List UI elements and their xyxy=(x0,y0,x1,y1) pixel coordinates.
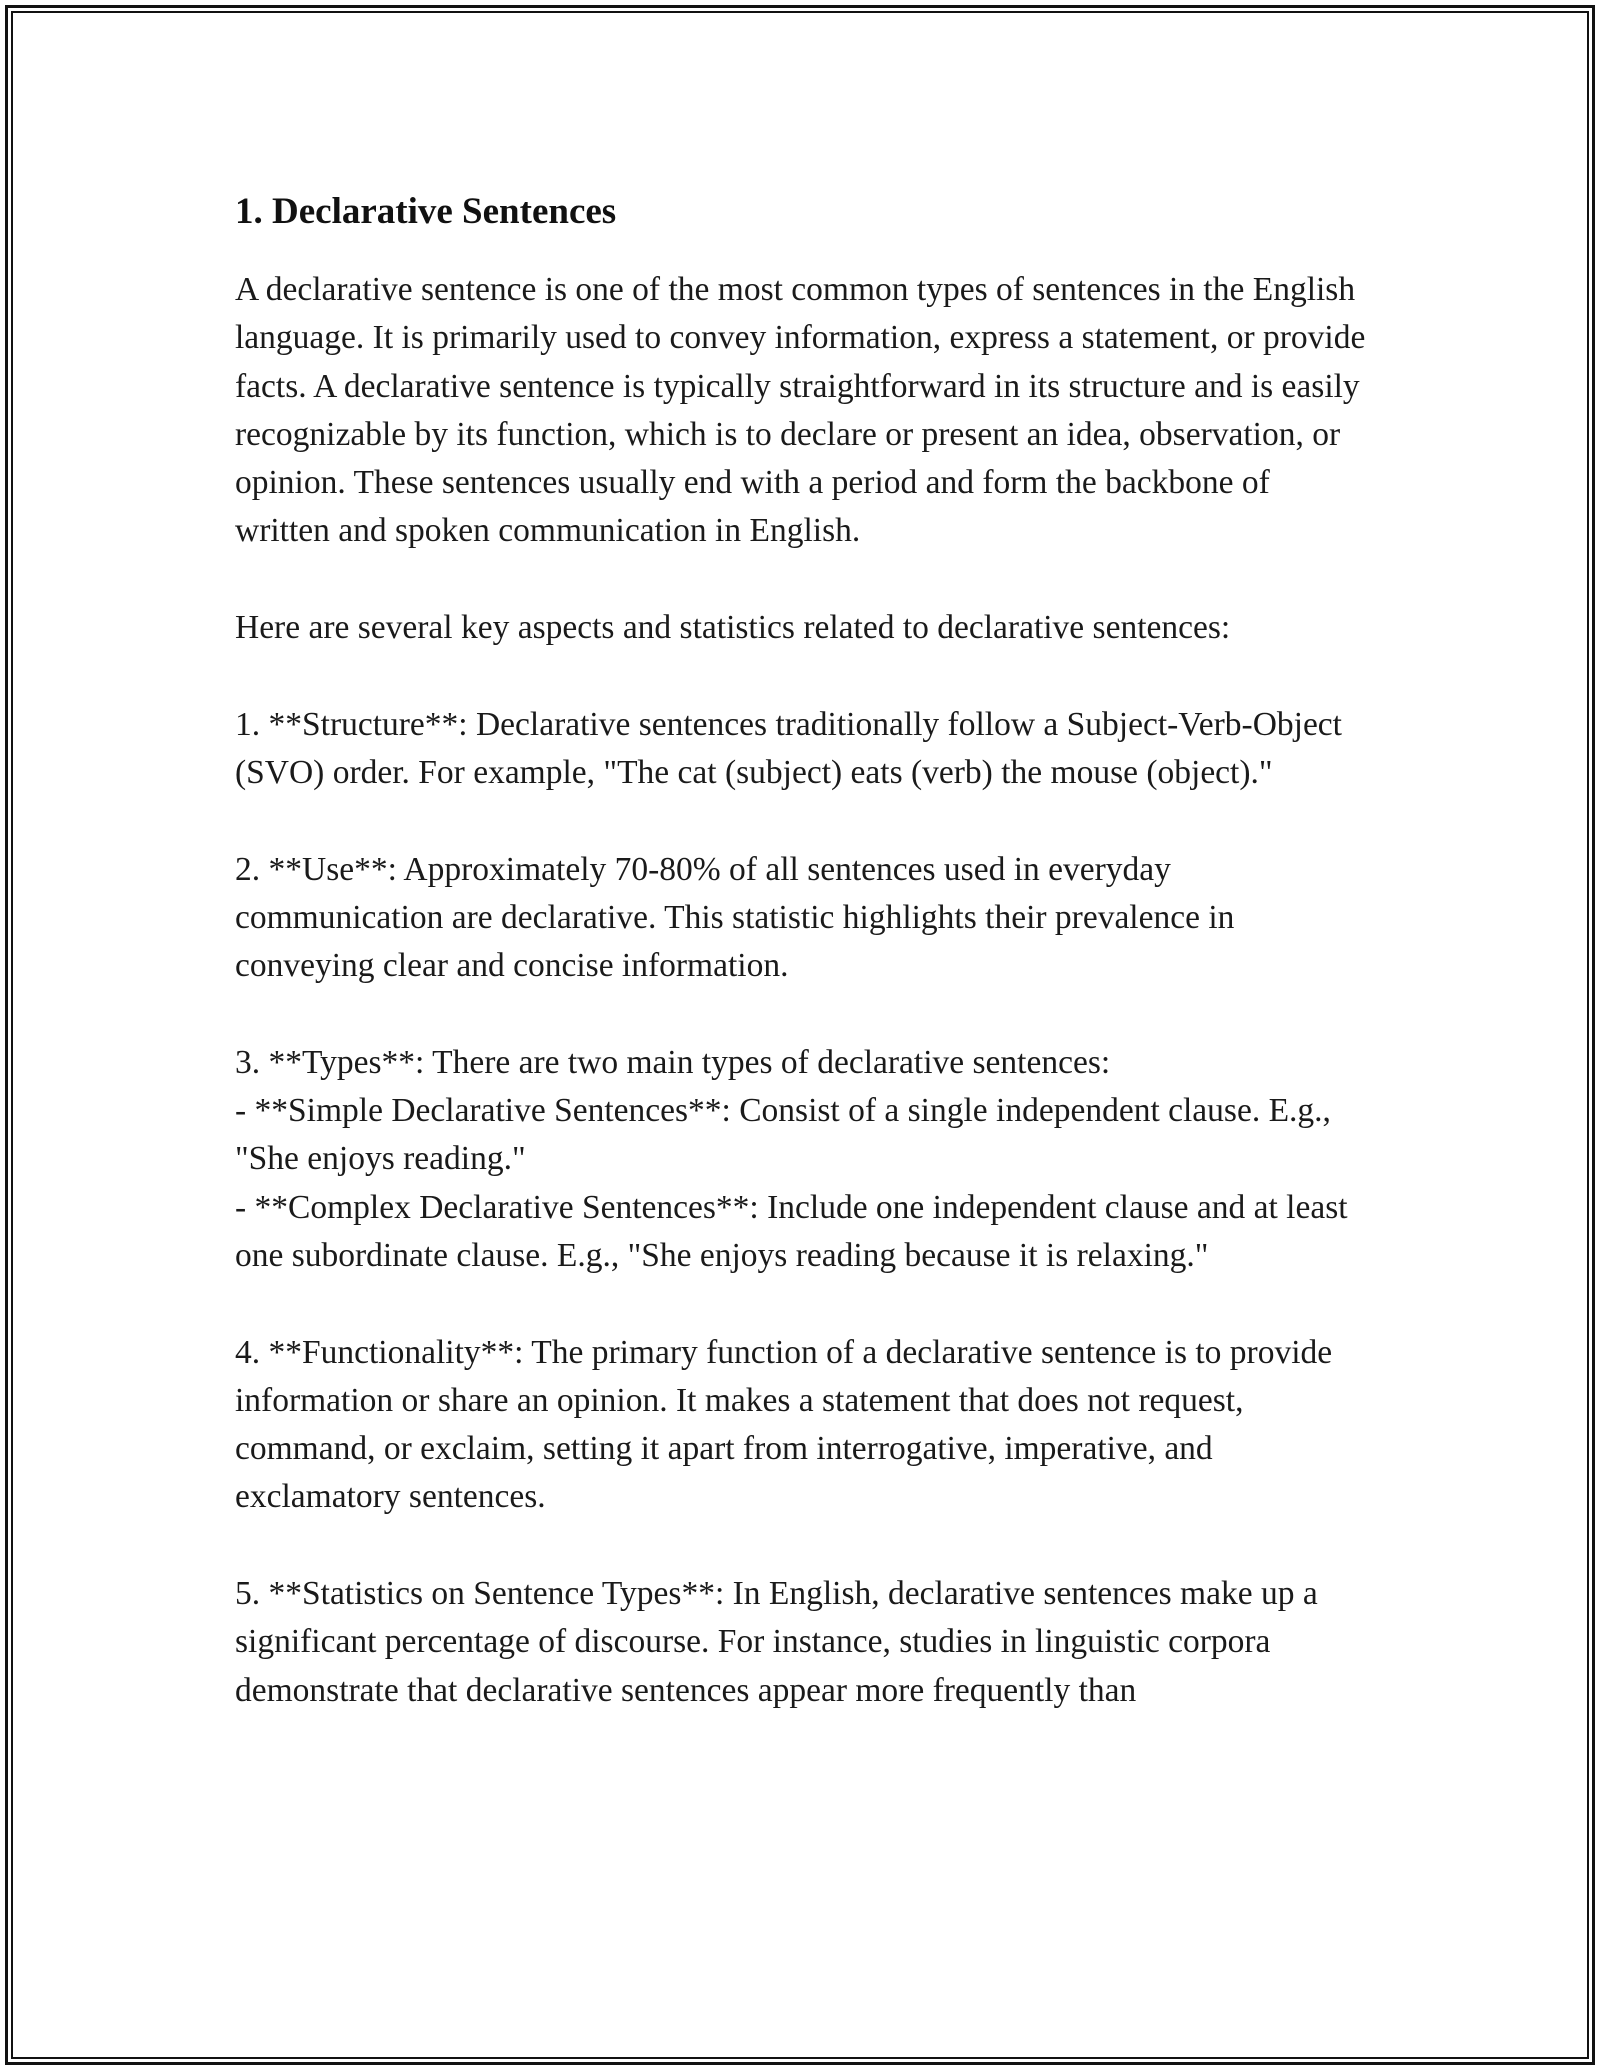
intro-paragraph: A declarative sentence is one of the most common types of sentences in the English language. It is primarily used to convey information, express a statement, or provide facts. A declarative sentence is typically straightforward in its structure and is easily recognizable by its function, which is to declare or present an idea, observation, or opinion. These sentences usually end with a period and form the backbone of written and spoken communication in English. xyxy=(235,271,1366,550)
functionality-paragraph: 4. **Functionality**: The primary function of a declarative sentence is to provide information or share an opinion. It makes a statement that does not request, command, or exclaim, setting it apart from interrogative, imperative, and exclamatory sentences. xyxy=(235,1333,1333,1516)
section-heading: 1. Declarative Sentences xyxy=(235,191,617,232)
use-paragraph: 2. **Use**: Approximately 70-80% of all sentences used in everyday communication are declarative. This statistic highlights their prevalence in conveying clear and concise information. xyxy=(235,850,1235,985)
document-body xyxy=(235,188,1370,1715)
structure-paragraph: 1. **Structure**: Declarative sentences traditionally follow a Subject-Verb-Object (SVO) order. For example, "The cat (subject) eats (verb) the mouse (object)." xyxy=(235,705,1342,791)
statistics-paragraph: 5. **Statistics on Sentence Types**: In English, declarative sentences make up a significant percentage of discourse. For instance, studies in linguistic corpora demonstrate that declarative sentences appear more frequently than xyxy=(235,1575,1318,1709)
types-paragraph: 3. **Types**: There are two main types of declarative sentences: - **Simple Declarative Sentences**: Consist of a single independent clause. E.g., "She enjoys reading." - **Complex Declarative Sentences**: Include one independent clause and at least one subordinate clause. E.g., "She enjoys reading because it is relaxing." xyxy=(235,1043,1348,1274)
aspects-intro-paragraph: Here are several key aspects and statistics related to declarative sentences: xyxy=(235,609,1231,647)
